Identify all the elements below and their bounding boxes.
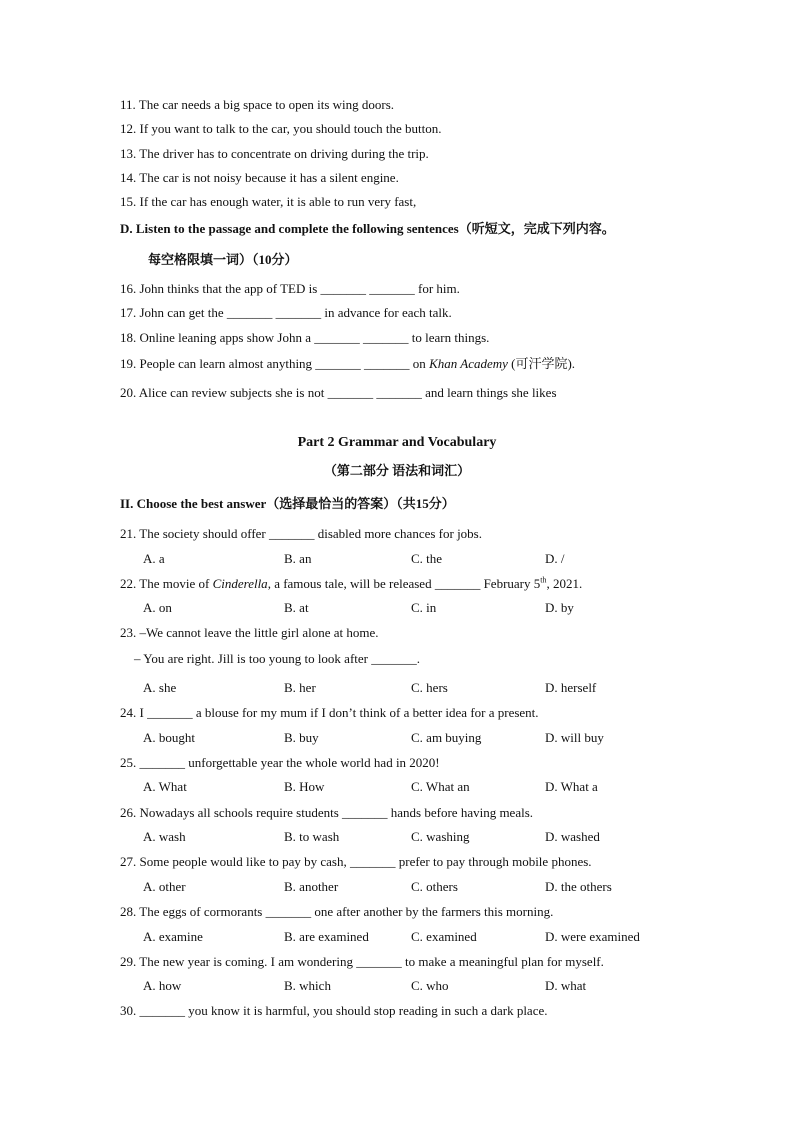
q22-option-d: D. by bbox=[545, 600, 574, 615]
q27-option-b: B. another bbox=[284, 879, 339, 894]
q24-option-b: B. buy bbox=[284, 730, 319, 745]
question-29: 29. The new year is coming. I am wondering _______ to make a meaningful plan for myself. bbox=[120, 954, 604, 969]
q21-option-a: A. a bbox=[143, 551, 165, 566]
q22-before: 22. The movie of bbox=[120, 576, 213, 591]
q22-option-a: A. on bbox=[143, 600, 172, 615]
q27-option-c: C. others bbox=[411, 879, 458, 894]
q23-option-d: D. herself bbox=[545, 680, 597, 695]
question-27: 27. Some people would like to pay by cash, _______ prefer to pay through mobile phones. bbox=[120, 854, 592, 869]
q27-option-a: A. other bbox=[143, 879, 186, 894]
q26-option-b: B. to wash bbox=[284, 829, 340, 844]
fill-item-20: 20. Alice can review subjects she is not _______ _______ and learn things she likes bbox=[120, 385, 557, 400]
question-30: 30. _______ you know it is harmful, you should stop reading in such a dark place. bbox=[120, 1003, 548, 1018]
statement-11: 11. The car needs a big space to open its wing doors. bbox=[120, 97, 395, 112]
question-23-line2: – You are right. Jill is too young to look after _______. bbox=[134, 651, 420, 666]
question-22 bbox=[120, 576, 582, 592]
q22-sup: th bbox=[540, 575, 547, 585]
q19-italic: Khan Academy bbox=[429, 356, 508, 371]
q27-option-d: D. the others bbox=[545, 879, 612, 894]
q22-option-c: C. in bbox=[411, 600, 437, 615]
part2-subtitle: （第二部分 语法和词汇） bbox=[323, 463, 471, 478]
fill-item-17: 17. John can get the _______ _______ in advance for each talk. bbox=[120, 305, 452, 320]
statement-15: 15. If the car has enough water, it is able to run very fast, bbox=[120, 194, 417, 209]
part2-title: Part 2 Grammar and Vocabulary bbox=[297, 435, 497, 450]
fill-item-16: 16. John thinks that the app of TED is _______ _______ for him. bbox=[120, 281, 460, 296]
q28-option-c: C. examined bbox=[411, 929, 477, 944]
q26-option-a: A. wash bbox=[143, 829, 186, 844]
q29-option-a: A. how bbox=[143, 978, 182, 993]
q22-after: , 2021. bbox=[546, 576, 583, 591]
q23-option-a: A. she bbox=[143, 680, 177, 695]
question-25: 25. _______ unforgettable year the whole world had in 2020! bbox=[120, 755, 440, 770]
q24-option-c: C. am buying bbox=[411, 730, 482, 745]
q19-after: (可汗学院). bbox=[507, 356, 576, 371]
fill-item-19 bbox=[120, 356, 575, 372]
q21-option-b: B. an bbox=[284, 551, 312, 566]
section-d-heading: D. Listen to the passage and complete the following sentences（听短文，完成下列内容。 bbox=[120, 221, 615, 236]
question-26: 26. Nowadays all schools require students _______ hands before having meals. bbox=[120, 805, 534, 820]
q19-before: 19. People can learn almost anything _______ _______ on bbox=[120, 356, 430, 371]
q22-italic: Cinderella bbox=[212, 576, 268, 591]
statement-12: 12. If you want to talk to the car, you should touch the button. bbox=[120, 121, 442, 136]
q26-option-c: C. washing bbox=[411, 829, 470, 844]
section-ii-heading: II. Choose the best answer（选择最恰当的答案）（共15分） bbox=[120, 496, 455, 511]
section-d-subheading: 每空格限填一词）（10分） bbox=[148, 252, 298, 267]
question-23-line1: 23. –We cannot leave the little girl alone at home. bbox=[120, 625, 379, 640]
question-24: 24. I _______ a blouse for my mum if I don’t think of a better idea for a present. bbox=[120, 705, 539, 720]
statement-13: 13. The driver has to concentrate on driving during the trip. bbox=[120, 146, 429, 161]
q23-option-c: C. hers bbox=[411, 680, 448, 695]
q25-option-a: A. What bbox=[143, 779, 187, 794]
q29-option-d: D. what bbox=[545, 978, 587, 993]
fill-item-18: 18. Online leaning apps show John a _______ _______ to learn things. bbox=[120, 330, 490, 345]
q24-option-d: D. will buy bbox=[545, 730, 604, 745]
q21-option-c: C. the bbox=[411, 551, 443, 566]
q26-option-d: D. washed bbox=[545, 829, 600, 844]
q29-option-b: B. which bbox=[284, 978, 331, 993]
q25-option-b: B. How bbox=[284, 779, 325, 794]
q22-option-b: B. at bbox=[284, 600, 309, 615]
q28-option-b: B. are examined bbox=[284, 929, 369, 944]
q29-option-c: C. who bbox=[411, 978, 449, 993]
q23-option-b: B. her bbox=[284, 680, 316, 695]
q21-option-d: D. / bbox=[545, 551, 565, 566]
question-21: 21. The society should offer _______ disabled more chances for jobs. bbox=[120, 526, 482, 541]
q25-option-d: D. What a bbox=[545, 779, 598, 794]
statement-14: 14. The car is not noisy because it has a silent engine. bbox=[120, 170, 399, 185]
q22-middle: , a famous tale, will be released _______ February 5 bbox=[267, 576, 541, 591]
q28-option-a: A. examine bbox=[143, 929, 203, 944]
q24-option-a: A. bought bbox=[143, 730, 195, 745]
question-28: 28. The eggs of cormorants _______ one after another by the farmers this morning. bbox=[120, 904, 554, 919]
q25-option-c: C. What an bbox=[411, 779, 470, 794]
q28-option-d: D. were examined bbox=[545, 929, 640, 944]
